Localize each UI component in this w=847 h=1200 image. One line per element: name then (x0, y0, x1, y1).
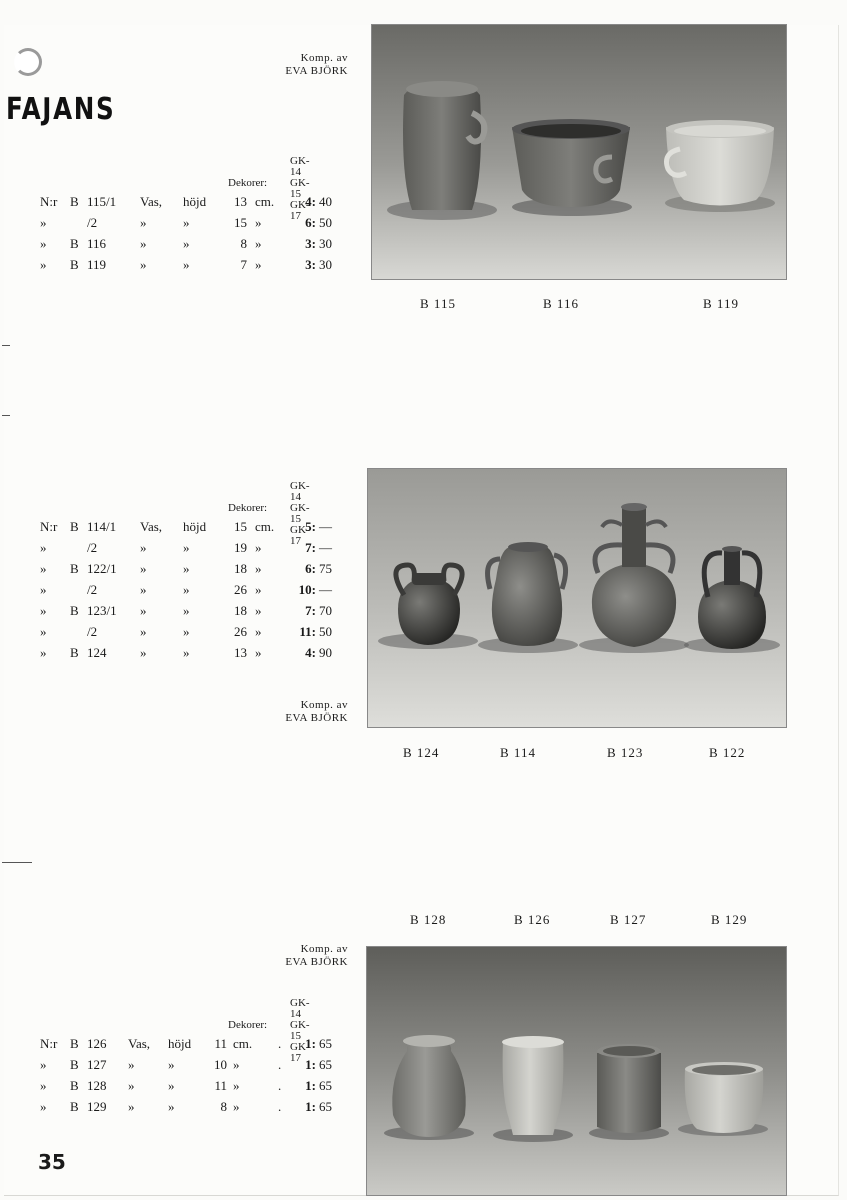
price-cell-unit: cm. (255, 194, 275, 209)
credit-line: Komp. av (300, 699, 348, 711)
photo-caption: B 122 (709, 745, 746, 760)
decor-code: GK-15 (290, 1019, 310, 1042)
price-cell-b: B (70, 257, 79, 272)
price-cell-ore: 65 (319, 1099, 332, 1114)
price-cell-h: » (183, 582, 190, 597)
decor-code: GK-15 (290, 177, 310, 200)
photo-caption: B 124 (403, 745, 440, 760)
price-cell-ore: 50 (319, 624, 332, 639)
price-cell-h: » (168, 1099, 175, 1114)
price-cell-num: 122/1 (87, 561, 117, 576)
price-cell-num: 129 (87, 1099, 107, 1114)
price-cell-num: 127 (87, 1057, 107, 1072)
product-photo-b124-b114-b123-b122 (367, 468, 787, 728)
price-cell-nr: » (40, 257, 47, 272)
price-cell-b: B (70, 236, 79, 251)
price-row (40, 519, 340, 540)
photo-caption: B 114 (500, 745, 536, 760)
price-cell-price: 7: (305, 540, 316, 555)
price-cell-num: /2 (87, 215, 98, 230)
price-cell-price: 1: (305, 1099, 316, 1114)
price-row (40, 215, 340, 236)
price-cell-b: B (70, 519, 79, 534)
designer-credit (240, 699, 348, 725)
price-row (40, 1036, 340, 1057)
credit-name: EVA BJÖRK (285, 712, 348, 724)
price-cell-type: » (128, 1099, 135, 1114)
decor-code: GK-14 (290, 155, 310, 178)
price-cell-b: B (70, 645, 79, 660)
price-cell-num: 128 (87, 1078, 107, 1093)
photo-illustration (367, 947, 786, 1195)
price-cell-nr: N:r (40, 519, 58, 534)
price-cell-nr: N:r (40, 1036, 58, 1051)
price-cell-num: 123/1 (87, 603, 117, 618)
credit-line: Komp. av (300, 943, 348, 955)
margin-mark (2, 345, 10, 346)
page-title: FAJANS (6, 92, 116, 127)
price-cell-ore: 40 (319, 194, 332, 209)
price-cell-unit: » (255, 540, 262, 555)
price-cell-size: 8 (240, 236, 247, 251)
price-cell-price: 3: (305, 236, 316, 251)
price-cell-nr: » (40, 1078, 47, 1093)
price-cell-h: » (183, 561, 190, 576)
photo-caption: B 115 (420, 296, 456, 311)
decor-code: GK-14 (290, 997, 310, 1020)
photo-illustration (368, 469, 786, 727)
price-cell-nr: » (40, 624, 47, 639)
price-cell-num: 124 (87, 645, 107, 660)
price-cell-type: Vas, (128, 1036, 151, 1051)
price-cell-size: 13 (234, 645, 247, 660)
price-cell-h: höjd (168, 1036, 192, 1051)
price-cell-unit: » (255, 215, 262, 230)
price-cell-b: B (70, 603, 79, 618)
margin-mark (2, 862, 32, 863)
price-cell-price: 6: (305, 215, 316, 230)
price-row (40, 236, 340, 257)
price-cell-nr: » (40, 1099, 47, 1114)
price-cell-nr: » (40, 603, 47, 618)
price-cell-ore: 50 (319, 215, 332, 230)
price-cell-type: » (140, 257, 147, 272)
price-cell-unit: » (233, 1099, 240, 1114)
designer-credit (240, 52, 348, 78)
photo-caption: B 128 (410, 912, 447, 927)
price-cell-ore: 65 (319, 1036, 332, 1051)
price-cell-nr: » (40, 645, 47, 660)
price-cell-size: 10 (214, 1057, 227, 1072)
price-cell-ore: 75 (319, 561, 332, 576)
product-photo-b115-b116-b119 (371, 24, 787, 280)
price-cell-ore: 90 (319, 645, 332, 660)
price-cell-type: » (140, 582, 147, 597)
price-cell-ore: — (319, 540, 332, 555)
price-cell-num: 119 (87, 257, 107, 272)
price-cell-price: 5: (305, 519, 316, 534)
photo-caption: B 119 (703, 296, 739, 311)
decor-code: GK-17 (290, 524, 310, 547)
price-cell-size: 19 (234, 540, 247, 555)
price-cell-unit: cm. (255, 519, 275, 534)
price-cell-size: 18 (234, 561, 247, 576)
price-cell-price: 7: (305, 603, 316, 618)
price-cell-size: 15 (234, 519, 247, 534)
price-row (40, 582, 340, 603)
price-cell-unit: » (255, 257, 262, 272)
decor-code: GK-14 (290, 480, 310, 503)
price-cell-b: B (70, 561, 79, 576)
price-cell-size: 11 (214, 1036, 227, 1051)
price-row (40, 540, 340, 561)
price-cell-unit: » (255, 603, 262, 618)
price-cell-h: » (168, 1078, 175, 1093)
price-cell-ore: 30 (319, 257, 332, 272)
price-cell-type: Vas, (140, 519, 163, 534)
price-cell-h: » (183, 624, 190, 639)
page-number: 35 (38, 1150, 66, 1174)
price-table (40, 519, 340, 666)
price-cell-h: » (183, 540, 190, 555)
price-cell-size: 26 (234, 624, 247, 639)
product-photo-b128-b126-b127-b129 (366, 946, 787, 1196)
price-cell-num: 114/1 (87, 519, 117, 534)
price-cell-unit: » (233, 1057, 240, 1072)
price-cell-b: B (70, 1078, 79, 1093)
photo-caption: B 127 (610, 912, 647, 927)
decor-label: Dekorer: (228, 502, 268, 514)
price-cell-nr: » (40, 1057, 47, 1072)
price-cell-b: B (70, 1036, 79, 1051)
price-cell-num: /2 (87, 540, 98, 555)
price-row (40, 257, 340, 278)
price-cell-h: » (183, 645, 190, 660)
price-cell-h: höjd (183, 519, 207, 534)
price-cell-size: 13 (234, 194, 247, 209)
price-cell-nr: » (40, 540, 47, 555)
price-cell-nr: N:r (40, 194, 58, 209)
price-cell-type: » (140, 603, 147, 618)
designer-credit (240, 943, 348, 969)
credit-name: EVA BJÖRK (285, 956, 348, 968)
price-cell-size: 11 (214, 1078, 227, 1093)
price-cell-price: 1: (305, 1078, 316, 1093)
price-cell-nr: » (40, 215, 47, 230)
price-cell-b: B (70, 1099, 79, 1114)
photo-caption: B 123 (607, 745, 644, 760)
decor-code: GK-15 (290, 502, 310, 525)
photo-caption: B 129 (711, 912, 748, 927)
price-cell-dot: . (278, 1078, 282, 1093)
price-cell-nr: » (40, 236, 47, 251)
price-cell-num: 126 (87, 1036, 107, 1051)
price-cell-ore: 70 (319, 603, 332, 618)
price-cell-unit: » (255, 624, 262, 639)
price-table (40, 1036, 340, 1120)
price-row (40, 1078, 340, 1099)
price-cell-num: /2 (87, 624, 98, 639)
price-row (40, 624, 340, 645)
decor-label: Dekorer: (228, 177, 268, 189)
price-row (40, 1057, 340, 1078)
price-row (40, 645, 340, 666)
price-cell-size: 18 (234, 603, 247, 618)
price-cell-unit: cm. (233, 1036, 253, 1051)
price-cell-unit: » (233, 1078, 240, 1093)
price-cell-price: 10: (298, 582, 316, 597)
price-cell-type: » (140, 236, 147, 251)
photo-illustration (372, 25, 786, 279)
price-cell-h: » (183, 603, 190, 618)
price-cell-dot: . (278, 1057, 282, 1072)
price-row (40, 603, 340, 624)
price-cell-type: » (140, 540, 147, 555)
price-cell-h: höjd (183, 194, 207, 209)
price-cell-h: » (183, 236, 190, 251)
price-cell-h: » (183, 257, 190, 272)
price-table (40, 194, 340, 278)
credit-name: EVA BJÖRK (285, 65, 348, 77)
price-cell-type: » (128, 1057, 135, 1072)
price-cell-h: » (183, 215, 190, 230)
price-cell-price: 6: (305, 561, 316, 576)
price-cell-num: /2 (87, 582, 98, 597)
price-cell-price: 3: (305, 257, 316, 272)
price-cell-price: 1: (305, 1057, 316, 1072)
price-cell-size: 8 (220, 1099, 227, 1114)
photo-caption: B 116 (543, 296, 579, 311)
price-cell-type: » (140, 624, 147, 639)
price-cell-type: Vas, (140, 194, 163, 209)
price-cell-type: » (140, 215, 147, 230)
price-cell-num: 115/1 (87, 194, 117, 209)
price-row (40, 561, 340, 582)
price-cell-dot: . (278, 1099, 282, 1114)
price-cell-price: 11: (299, 624, 316, 639)
price-cell-unit: » (255, 645, 262, 660)
decor-label: Dekorer: (228, 1019, 268, 1031)
decor-code: GK-17 (290, 1041, 310, 1064)
price-cell-ore: — (319, 519, 332, 534)
price-cell-type: » (128, 1078, 135, 1093)
price-cell-nr: » (40, 561, 47, 576)
price-cell-price: 4: (305, 194, 316, 209)
price-cell-b: B (70, 194, 79, 209)
price-cell-h: » (168, 1057, 175, 1072)
price-cell-size: 15 (234, 215, 247, 230)
decor-code: GK-17 (290, 199, 310, 222)
price-cell-type: » (140, 561, 147, 576)
price-cell-unit: » (255, 561, 262, 576)
price-cell-unit: » (255, 582, 262, 597)
margin-mark (2, 415, 10, 416)
price-cell-num: 116 (87, 236, 107, 251)
credit-line: Komp. av (300, 52, 348, 64)
price-cell-nr: » (40, 582, 47, 597)
price-cell-type: » (140, 645, 147, 660)
price-cell-size: 26 (234, 582, 247, 597)
price-cell-ore: 65 (319, 1078, 332, 1093)
photo-caption: B 126 (514, 912, 551, 927)
price-cell-dot: . (278, 1036, 282, 1051)
price-cell-price: 1: (305, 1036, 316, 1051)
price-row (40, 1099, 340, 1120)
price-cell-price: 4: (305, 645, 316, 660)
price-cell-ore: — (319, 582, 332, 597)
price-cell-ore: 65 (319, 1057, 332, 1072)
binder-hole-icon (14, 48, 42, 76)
price-cell-unit: » (255, 236, 262, 251)
price-row (40, 194, 340, 215)
price-cell-size: 7 (240, 257, 247, 272)
price-cell-ore: 30 (319, 236, 332, 251)
price-cell-b: B (70, 1057, 79, 1072)
